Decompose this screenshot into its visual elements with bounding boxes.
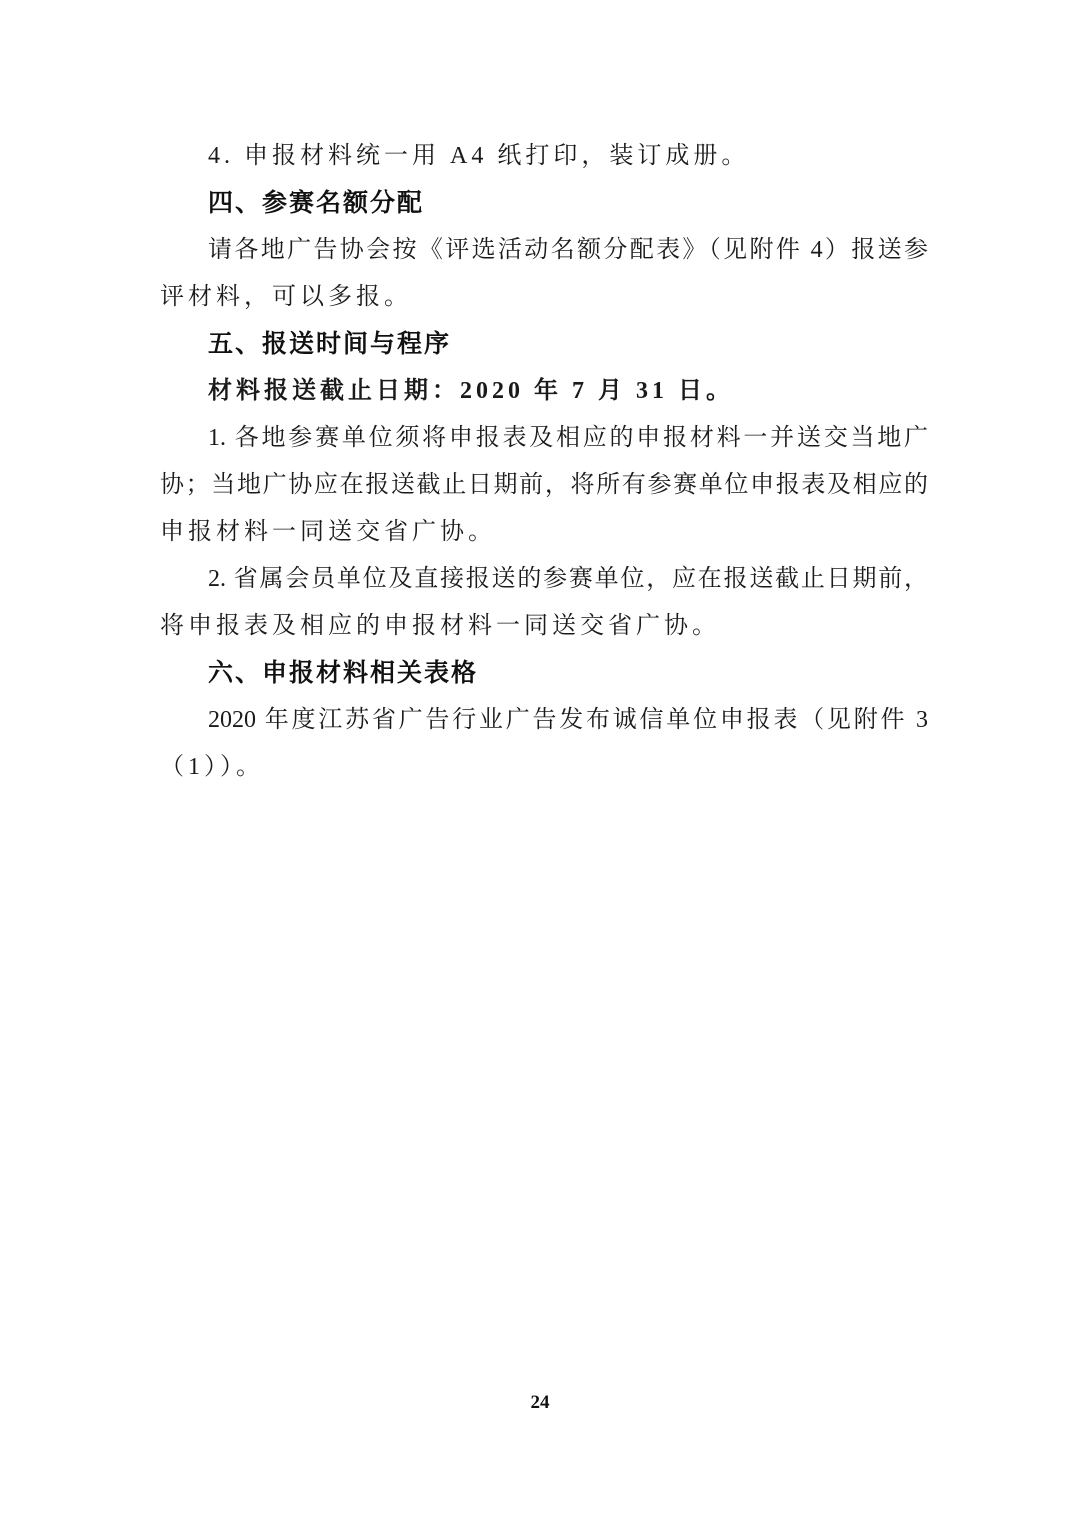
para-procedure-2-line2: 将申报表及相应的申报材料一同送交省广协。 bbox=[160, 613, 720, 639]
para-related-forms-line2: （1））。 bbox=[160, 754, 264, 780]
para-quota-allocation-line2: 评材料，可以多报。 bbox=[160, 284, 412, 310]
para-related-forms-line1: 2020 年度江苏省广告行业广告发布诚信单位申报表（见附件 3 bbox=[208, 707, 928, 733]
para-procedure-1-line1: 1. 各地参赛单位须将申报表及相应的申报材料一并送交当地广 bbox=[208, 425, 928, 451]
heading-section-4-quota: 四、参赛名额分配 bbox=[208, 189, 425, 217]
page-footer bbox=[0, 1392, 1080, 1414]
document-body bbox=[160, 133, 928, 791]
para-procedure-2-line1: 2. 省属会员单位及直接报送的参赛单位，应在报送截止日期前， bbox=[208, 566, 928, 592]
para-submission-deadline: 材料报送截止日期：2020 年 7 月 31 日。 bbox=[208, 378, 734, 404]
para-procedure-1-line2: 协；当地广协应在报送截止日期前，将所有参赛单位申报表及相应的 bbox=[160, 472, 928, 498]
para-quota-allocation-line1: 请各地广告协会按《评选活动名额分配表》（见附件 4）报送参 bbox=[208, 237, 928, 263]
heading-section-6-forms: 六、申报材料相关表格 bbox=[208, 659, 479, 687]
para-print-requirement: 4. 申报材料统一用 A4 纸打印，装订成册。 bbox=[208, 143, 750, 169]
heading-section-5-schedule: 五、报送时间与程序 bbox=[208, 330, 452, 358]
page-number: 24 bbox=[530, 1392, 550, 1413]
para-procedure-1-line3: 申报材料一同送交省广协。 bbox=[160, 519, 496, 545]
